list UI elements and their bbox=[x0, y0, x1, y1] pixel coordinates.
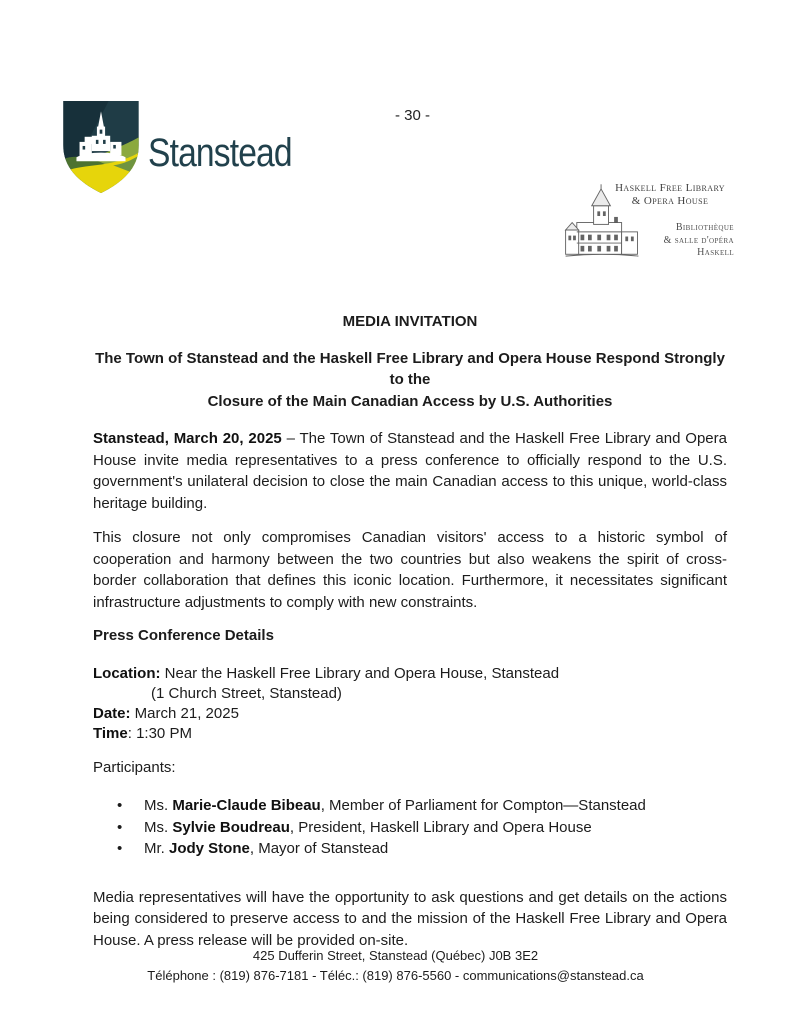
haskell-logo-line-fr-2: & salle d'opéra bbox=[663, 234, 734, 246]
footer-address: 425 Dufferin Street, Stanstead (Québec) J0B 3E2 bbox=[252, 948, 539, 963]
document-kicker: MEDIA INVITATION bbox=[342, 313, 478, 330]
document-title-line-2: Closure of the Main Canadian Access by U.S. Authorities bbox=[207, 392, 613, 410]
document-body bbox=[93, 311, 727, 951]
detail-time bbox=[93, 724, 727, 744]
participant-prefix: Mr. bbox=[144, 840, 169, 857]
haskell-logo-line-fr-1: Bibliothèque bbox=[675, 222, 734, 233]
participant-name: Sylvie Boudreau bbox=[172, 818, 290, 836]
participant-item bbox=[144, 795, 727, 817]
date-label: Date: bbox=[93, 704, 131, 722]
haskell-logo-text-en bbox=[606, 182, 734, 208]
press-conference-details bbox=[93, 664, 727, 744]
participant-name: Marie-Claude Bibeau bbox=[172, 797, 321, 814]
haskell-logo-text-fr bbox=[616, 222, 734, 260]
paragraph-closing: Media representatives will have the opportunity to ask questions and get details on the actions being considered to preserve access to and the mission of the Haskell Free Library and Opera House. A press release will be provided on-site. bbox=[93, 888, 727, 949]
stanstead-shield-icon bbox=[62, 100, 140, 194]
paragraph-intro-text: – The Town of Stanstead and the Haskell Free Library and Opera House invite media representatives to a press conference to officially respond to the U.S. government's unilateral decision to close the main Canadian access to this unique, world-class heritage building. bbox=[93, 430, 727, 512]
haskell-logo-line-en-1: Haskell Free Library bbox=[615, 182, 725, 194]
haskell-logo bbox=[560, 178, 736, 266]
dateline: Stanstead, March 20, 2025 bbox=[93, 430, 282, 447]
participant-prefix: Ms. bbox=[144, 818, 173, 836]
haskell-logo-line-en-2: & Opera House bbox=[631, 195, 709, 207]
location-label: Location: bbox=[93, 664, 161, 682]
detail-location-line2: (1 Church Street, Stanstead) bbox=[151, 684, 342, 702]
participant-item bbox=[144, 838, 727, 860]
document-footer bbox=[0, 946, 791, 985]
participant-name: Jody Stone bbox=[169, 840, 250, 857]
time-label: Time bbox=[93, 724, 128, 742]
paragraph-intro bbox=[93, 428, 727, 514]
document-title bbox=[93, 348, 727, 413]
participants-list bbox=[93, 795, 727, 860]
participant-role: , Member of Parliament for Compton—Stanstead bbox=[320, 797, 646, 814]
stanstead-logo bbox=[62, 100, 382, 196]
time-value: : 1:30 PM bbox=[127, 724, 192, 742]
date-value: March 21, 2025 bbox=[130, 704, 239, 722]
haskell-logo-line-fr-3: Haskell bbox=[697, 247, 734, 258]
page-number-marker: - 30 - bbox=[394, 107, 430, 124]
stanstead-wordmark: Stanstead bbox=[148, 131, 292, 175]
participant-item bbox=[144, 817, 727, 839]
location-value: Near the Haskell Free Library and Opera House, Stanstead bbox=[160, 664, 560, 682]
participant-prefix: Ms. bbox=[144, 797, 173, 814]
footer-contact: Téléphone : (819) 876-7181 - Téléc.: (819) 876-5560 - communications@stanstead.ca bbox=[147, 967, 644, 983]
participants-heading: Participants: bbox=[93, 758, 176, 776]
detail-date bbox=[93, 704, 727, 724]
paragraph-closure-impact: This closure not only compromises Canadian visitors' access to a historic symbol of cooperation and harmony between the two countries but also weakens the spirit of cross-border collaboration that defines this iconic location. Furthermore, it necessitates significant infrastructure adjustments to comply with new constraints. bbox=[93, 529, 727, 611]
participant-role: , Mayor of Stanstead bbox=[249, 840, 389, 857]
detail-location bbox=[93, 664, 727, 684]
details-heading: Press Conference Details bbox=[93, 627, 274, 644]
participant-role: , President, Haskell Library and Opera House bbox=[289, 818, 592, 836]
document-title-line-1: The Town of Stanstead and the Haskell Free Library and Opera House Respond Strongly to the bbox=[95, 349, 725, 388]
